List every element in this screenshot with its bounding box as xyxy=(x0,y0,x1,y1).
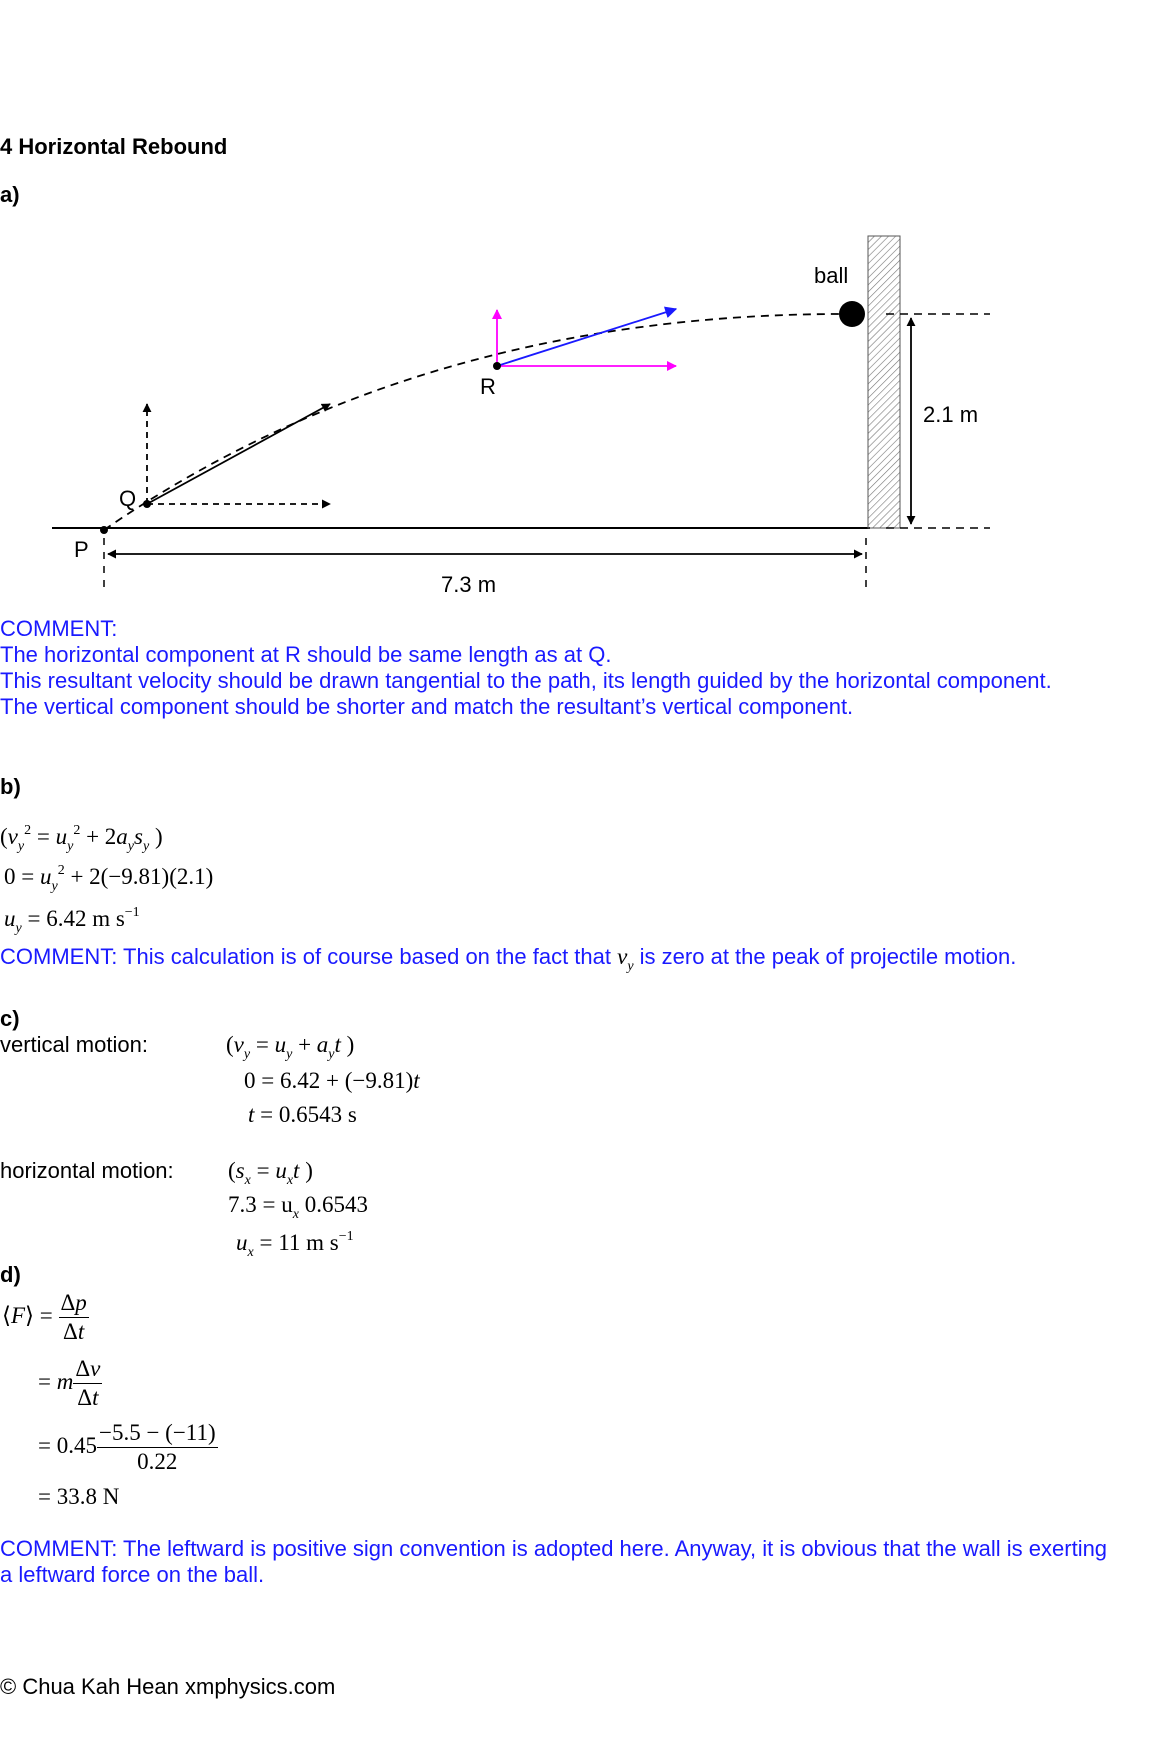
comment-a-line: This resultant velocity should be drawn tangential to the path, its length guided by the horizontal component. xyxy=(0,668,1052,693)
projectile-diagram xyxy=(0,0,1166,620)
comment-a-line: The vertical component should be shorter and match the resultant’s vertical component. xyxy=(0,694,854,719)
comment-a-line: The horizontal component at R should be same length as at Q. xyxy=(0,642,612,667)
equation-c-v3: t = 0.6543 s xyxy=(248,1102,357,1127)
horizontal-motion-label: horizontal motion: xyxy=(0,1158,174,1183)
equation-b-3: $u_y = 6.42$ m $s^{-1}$ xyxy=(4,905,140,936)
equation-c-h2: $7.3 = u_x$ 0.6543 xyxy=(228,1192,368,1222)
vertical-motion-label: vertical motion: xyxy=(0,1032,148,1057)
part-a-label: a) xyxy=(0,182,20,207)
comment-b: COMMENT: This calculation is of course based on the fact that $v_y$ is zero at the peak of projectile motion. xyxy=(0,944,1017,974)
label-ball: ball xyxy=(814,263,849,288)
label-p: P xyxy=(74,537,89,562)
r-resultant-velocity xyxy=(497,309,676,366)
label-q: Q xyxy=(119,486,137,511)
equation-b-2: $0 = u_y^2 + 2(-9.81)(2.1)$ xyxy=(4,863,214,894)
equation-c-h1: ($s_x = u_xt$ ) xyxy=(228,1158,313,1188)
comment-a-title: COMMENT: xyxy=(0,616,118,641)
point-p xyxy=(100,526,108,534)
q-resultant-velocity xyxy=(147,404,330,504)
equation-c-h3: $u_x = 11$ m $s^{-1}$ xyxy=(236,1229,354,1260)
comment-d-line: COMMENT: The leftward is positive sign convention is adopted here. Anyway, it is obvious that the wall is exerting xyxy=(0,1536,1108,1561)
equation-d-3: = 0.45 $\frac{-5.5 - (-11)}{0.22}$ xyxy=(38,1420,216,1474)
part-c-label: c) xyxy=(0,1006,20,1031)
point-q xyxy=(143,500,151,508)
equation-b-1: ($v_y^2 = u_y^2 + 2a_ys_y$ ) xyxy=(0,823,163,854)
part-d-label: d) xyxy=(0,1262,21,1287)
label-r: R xyxy=(480,374,496,399)
part-b-label: b) xyxy=(0,774,21,799)
footer-copyright: © Chua Kah Hean xmphysics.com xyxy=(0,1674,336,1699)
comment-d-line: a leftward force on the ball. xyxy=(0,1562,265,1587)
trajectory-path xyxy=(104,314,852,530)
equation-d-1: ⟨F⟩ = $\frac{\Delta p}{\Delta t}$ xyxy=(2,1290,87,1344)
label-distance: 7.3 m xyxy=(441,572,497,597)
equation-d-4: = 33.8 N xyxy=(38,1484,120,1509)
point-r xyxy=(493,362,501,370)
equation-d-2: = m $\frac{\Delta v}{\Delta t}$ xyxy=(38,1356,101,1410)
label-height: 2.1 m xyxy=(923,402,979,427)
wall xyxy=(868,236,900,528)
equation-c-v1: ($v_y = u_y + a_yt$ ) xyxy=(226,1032,355,1062)
equation-c-v2: 0 = 6.42 + (−9.81)t xyxy=(244,1068,420,1093)
ball xyxy=(839,301,865,327)
page-title: 4 Horizontal Rebound xyxy=(0,134,228,159)
